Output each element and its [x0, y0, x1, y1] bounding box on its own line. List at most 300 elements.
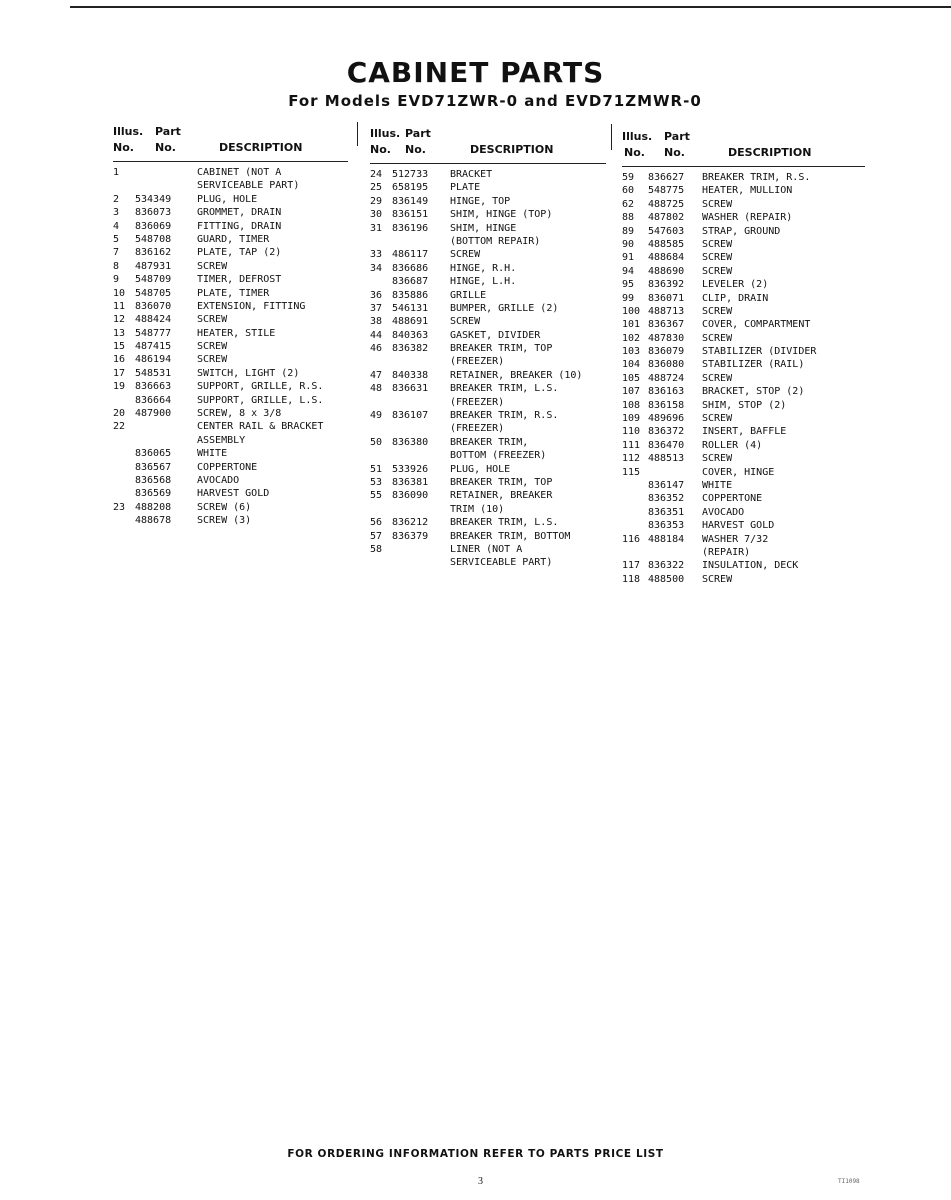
part-description: STABILIZER (RAIL)	[702, 359, 805, 371]
part-label: Part	[405, 127, 431, 140]
illus-number: 116	[622, 533, 641, 545]
part-number: 836322	[648, 560, 685, 572]
header-rule	[622, 166, 865, 167]
part-description: (FREEZER)	[450, 356, 505, 368]
part-no-label: No.	[405, 143, 426, 156]
illus-number: 36	[370, 289, 383, 301]
part-row	[370, 262, 606, 275]
part-number: 546131	[392, 302, 429, 314]
illus-number: 58	[370, 543, 383, 555]
part-description: SCREW	[702, 252, 733, 264]
part-description: SCREW	[197, 314, 228, 326]
illus-number: 103	[622, 346, 641, 358]
part-number: 488208	[135, 501, 172, 513]
part-number: 836382	[392, 343, 429, 355]
illus-number: 29	[370, 195, 383, 207]
part-row	[622, 425, 865, 438]
part-number: 534349	[135, 193, 172, 205]
part-row	[370, 181, 606, 194]
part-description: WHITE	[197, 448, 228, 460]
part-description: GASKET, DIVIDER	[450, 329, 541, 341]
part-description: FITTING, DRAIN	[197, 220, 282, 232]
part-row	[622, 439, 865, 452]
illus-number: 30	[370, 209, 383, 221]
part-row	[113, 380, 348, 393]
part-number: 836392	[648, 279, 685, 291]
part-label: Part	[155, 125, 181, 138]
part-row	[622, 265, 865, 278]
part-row	[113, 179, 348, 192]
illus-number: 44	[370, 329, 383, 341]
illus-number: 48	[370, 383, 383, 395]
part-description: PLATE	[450, 182, 481, 194]
part-row	[622, 238, 865, 251]
illus-label: Illus.	[113, 125, 144, 138]
part-description: CLIP, DRAIN	[702, 292, 769, 304]
part-description: BREAKER TRIM, R.S.	[450, 410, 559, 422]
part-number: 488684	[648, 252, 685, 264]
illus-number: 11	[113, 300, 126, 312]
part-number: 488500	[648, 573, 685, 585]
illus-number: 59	[622, 172, 635, 183]
part-row	[113, 206, 348, 219]
description-label: DESCRIPTION	[219, 141, 303, 154]
part-description: SHIM, HINGE (TOP)	[450, 209, 553, 221]
part-number: 836568	[135, 474, 172, 486]
parts-list	[370, 168, 606, 570]
part-description: GROMMET, DRAIN	[197, 207, 282, 219]
part-row	[370, 396, 606, 409]
part-number: 836567	[135, 461, 172, 473]
illus-label: Illus.	[622, 130, 653, 143]
illus-number: 60	[622, 185, 635, 197]
part-number: 836470	[648, 439, 685, 451]
part-description: SHIM, HINGE	[450, 222, 517, 234]
part-description: STABILIZER (DIVIDER	[702, 346, 817, 358]
part-description: BREAKER TRIM,	[450, 436, 529, 448]
illus-number: 90	[622, 238, 635, 250]
part-description: GRILLE	[450, 289, 487, 301]
part-number: 836353	[648, 520, 685, 532]
part-description: COPPERTONE	[702, 493, 763, 505]
illus-number: 31	[370, 222, 383, 234]
part-number: 836381	[392, 476, 429, 488]
part-row	[622, 292, 865, 305]
part-description: SCREW	[702, 198, 733, 210]
parts-column-1	[113, 125, 348, 528]
part-number: 488424	[135, 314, 172, 326]
part-description: (FREEZER)	[450, 396, 505, 408]
part-description: HINGE, L.H.	[450, 276, 517, 288]
part-row	[622, 479, 865, 492]
part-description: (FREEZER)	[450, 423, 505, 435]
illus-number: 112	[622, 453, 641, 465]
part-row	[113, 313, 348, 326]
illus-number: 55	[370, 490, 383, 502]
part-description: SWITCH, LIGHT (2)	[197, 367, 300, 379]
part-row	[370, 543, 606, 556]
part-row	[622, 211, 865, 224]
part-description: STRAP, GROUND	[702, 225, 781, 237]
illus-no-label: No.	[113, 141, 134, 154]
part-description: RETAINER, BREAKER	[450, 490, 553, 502]
part-row	[113, 353, 348, 366]
column-header	[370, 127, 606, 163]
part-description: INSULATION, DECK	[702, 560, 799, 572]
part-number: 840363	[392, 329, 429, 341]
part-row	[622, 332, 865, 345]
illus-number: 1	[113, 167, 120, 178]
part-number: 836080	[648, 359, 685, 371]
part-number: 488184	[648, 533, 685, 545]
part-row	[113, 434, 348, 447]
illus-number: 15	[113, 341, 126, 353]
ordering-note: FOR ORDERING INFORMATION REFER TO PARTS PRICE LIST	[287, 1148, 664, 1160]
part-row	[622, 573, 865, 586]
illus-number: 102	[622, 332, 641, 344]
part-description: BOTTOM (FREEZER)	[450, 450, 547, 462]
part-number: 658195	[392, 182, 429, 194]
part-number: 836664	[135, 394, 172, 406]
part-description: HARVEST GOLD	[197, 488, 270, 500]
part-number: 836686	[392, 262, 429, 274]
part-description: CABINET (NOT A	[197, 167, 282, 178]
part-description: SCREW	[450, 249, 481, 261]
part-row	[370, 302, 606, 315]
part-row	[622, 251, 865, 264]
part-number: 836151	[392, 209, 429, 221]
part-row	[622, 466, 865, 479]
part-number: 836663	[135, 381, 172, 393]
part-row	[370, 355, 606, 368]
part-number: 488724	[648, 372, 685, 384]
part-row	[113, 273, 348, 286]
part-number: 840338	[392, 369, 429, 381]
illus-number: 12	[113, 314, 126, 326]
illus-number: 88	[622, 212, 635, 224]
part-row	[113, 420, 348, 433]
part-description: SCREW	[197, 341, 228, 353]
illus-number: 33	[370, 249, 383, 261]
part-description: HINGE, R.H.	[450, 262, 517, 274]
part-description: SCREW (6)	[197, 501, 252, 513]
part-row	[622, 225, 865, 238]
illus-number: 13	[113, 327, 126, 339]
parts-column-3	[622, 130, 865, 586]
part-description: SHIM, STOP (2)	[702, 399, 787, 411]
part-row	[370, 476, 606, 489]
illus-number: 118	[622, 573, 641, 585]
column-divider	[357, 122, 358, 146]
part-row	[370, 409, 606, 422]
illus-number: 8	[113, 260, 120, 272]
part-row	[113, 300, 348, 313]
part-row	[622, 345, 865, 358]
part-row	[113, 246, 348, 259]
part-description: PLUG, HOLE	[450, 463, 511, 475]
part-description: CENTER RAIL & BRACKET	[197, 421, 324, 433]
part-number: 836367	[648, 319, 685, 331]
part-description: SCREW	[702, 573, 733, 585]
part-number: 836070	[135, 300, 172, 312]
illus-number: 51	[370, 463, 383, 475]
part-description: RETAINER, BREAKER (10)	[450, 369, 583, 381]
part-description: PLATE, TIMER	[197, 287, 270, 299]
part-number: 836071	[648, 292, 685, 304]
part-row	[370, 248, 606, 261]
page-subtitle: For Models EVD71ZWR-0 and EVD71ZMWR-0	[288, 92, 702, 110]
header-rule	[113, 161, 348, 162]
illus-number: 4	[113, 220, 120, 232]
illus-number: 3	[113, 207, 120, 219]
part-description: BREAKER TRIM, TOP	[450, 476, 553, 488]
part-row	[370, 342, 606, 355]
part-row	[370, 449, 606, 462]
part-row	[113, 260, 348, 273]
illus-number: 62	[622, 198, 635, 210]
illus-number: 9	[113, 274, 120, 286]
part-row	[113, 327, 348, 340]
illus-number: 47	[370, 369, 383, 381]
illus-number: 37	[370, 302, 383, 314]
part-description: HEATER, MULLION	[702, 185, 793, 197]
part-description: SCREW	[702, 413, 733, 425]
part-row	[370, 222, 606, 235]
part-row	[113, 461, 348, 474]
part-row	[622, 452, 865, 465]
illus-number: 24	[370, 169, 383, 180]
part-description: SCREW	[702, 372, 733, 384]
part-number: 486117	[392, 249, 429, 261]
illus-number: 10	[113, 287, 126, 299]
part-description: BREAKER TRIM, L.S.	[450, 517, 559, 529]
illus-no-label: No.	[624, 146, 645, 159]
part-number: 835886	[392, 289, 429, 301]
part-row	[622, 399, 865, 412]
illus-number: 110	[622, 426, 641, 438]
part-number: 487415	[135, 341, 172, 353]
part-description: SUPPORT, GRILLE, L.S.	[197, 394, 324, 406]
part-description: ASSEMBLY	[197, 434, 246, 446]
part-row	[370, 516, 606, 529]
illus-number: 49	[370, 410, 383, 422]
illus-number: 100	[622, 305, 641, 317]
illus-no-label: No.	[370, 143, 391, 156]
illus-number: 117	[622, 560, 641, 572]
part-row	[370, 422, 606, 435]
part-number: 512733	[392, 169, 429, 180]
part-number: 548705	[135, 287, 172, 299]
part-row	[622, 278, 865, 291]
part-description: SCREW	[702, 238, 733, 250]
part-number: 836090	[392, 490, 429, 502]
top-rule	[70, 6, 951, 8]
part-description: COVER, COMPARTMENT	[702, 319, 811, 331]
part-description: BREAKER TRIM, TOP	[450, 343, 553, 355]
illus-number: 22	[113, 421, 126, 433]
part-number: 487931	[135, 260, 172, 272]
part-row	[370, 168, 606, 181]
part-row	[370, 436, 606, 449]
part-label: Part	[664, 130, 690, 143]
part-description: SCREW	[197, 260, 228, 272]
part-row	[370, 208, 606, 221]
part-description: BUMPER, GRILLE (2)	[450, 302, 559, 314]
part-description: HINGE, TOP	[450, 195, 511, 207]
part-number: 488678	[135, 515, 172, 527]
column-divider	[611, 124, 612, 150]
illus-number: 91	[622, 252, 635, 264]
part-number: 836073	[135, 207, 172, 219]
part-row	[370, 329, 606, 342]
part-description: SCREW	[450, 316, 481, 328]
part-row	[370, 489, 606, 502]
part-description: ROLLER (4)	[702, 439, 763, 451]
part-number: 836158	[648, 399, 685, 411]
part-description: BREAKER TRIM, R.S.	[702, 172, 811, 183]
part-description: (BOTTOM REPAIR)	[450, 235, 541, 247]
part-row	[113, 447, 348, 460]
part-row	[622, 506, 865, 519]
part-row	[622, 492, 865, 505]
part-number: 836380	[392, 436, 429, 448]
illus-number: 25	[370, 182, 383, 194]
part-row	[113, 340, 348, 353]
part-description: SCREW	[702, 305, 733, 317]
part-description: COVER, HINGE	[702, 466, 775, 478]
illus-number: 34	[370, 262, 383, 274]
part-number: 836149	[392, 195, 429, 207]
part-description: SCREW	[702, 453, 733, 465]
part-row	[622, 533, 865, 546]
part-row	[370, 289, 606, 302]
illus-number: 95	[622, 279, 635, 291]
part-row	[113, 287, 348, 300]
part-number: 836687	[392, 276, 429, 288]
illus-number: 20	[113, 408, 126, 420]
part-row	[622, 559, 865, 572]
part-description: SUPPORT, GRILLE, R.S.	[197, 381, 324, 393]
illus-number: 94	[622, 265, 635, 277]
part-row	[113, 407, 348, 420]
part-description: SCREW	[702, 265, 733, 277]
part-row	[622, 519, 865, 532]
part-number: 488691	[392, 316, 429, 328]
part-number: 836352	[648, 493, 685, 505]
page-title: CABINET PARTS	[346, 56, 605, 89]
part-row	[622, 184, 865, 197]
part-description: WASHER 7/32	[702, 533, 769, 545]
column-header	[622, 130, 865, 166]
part-row	[113, 514, 348, 527]
column-header	[113, 125, 348, 161]
part-number: 548708	[135, 233, 172, 245]
part-row	[622, 318, 865, 331]
part-number: 836627	[648, 172, 685, 183]
part-row	[113, 367, 348, 380]
part-number: 836079	[648, 346, 685, 358]
part-number: 548531	[135, 367, 172, 379]
description-label: DESCRIPTION	[728, 146, 812, 159]
part-row	[622, 198, 865, 211]
part-row	[370, 195, 606, 208]
illus-number: 115	[622, 466, 641, 478]
part-description: EXTENSION, FITTING	[197, 300, 306, 312]
part-row	[113, 394, 348, 407]
part-number: 836196	[392, 222, 429, 234]
part-description: HEATER, STILE	[197, 327, 276, 339]
part-number: 548709	[135, 274, 172, 286]
part-description: TRIM (10)	[450, 503, 505, 515]
part-description: TIMER, DEFROST	[197, 274, 282, 286]
part-row	[113, 487, 348, 500]
part-number: 836351	[648, 506, 685, 518]
illus-label: Illus.	[370, 127, 401, 140]
part-description: BRACKET, STOP (2)	[702, 386, 805, 398]
part-description: SERVICEABLE PART)	[197, 180, 300, 192]
illus-number: 19	[113, 381, 126, 393]
part-description: GUARD, TIMER	[197, 233, 270, 245]
part-number: 488513	[648, 453, 685, 465]
part-row	[113, 501, 348, 514]
part-description: SCREW	[702, 332, 733, 344]
part-description: LEVELER (2)	[702, 279, 769, 291]
part-description: INSERT, BAFFLE	[702, 426, 787, 438]
part-row	[622, 305, 865, 318]
part-description: AVOCADO	[197, 474, 240, 486]
part-number: 488725	[648, 198, 685, 210]
illus-number: 108	[622, 399, 641, 411]
part-description: BRACKET	[450, 169, 493, 180]
part-row	[113, 166, 348, 179]
part-row	[370, 275, 606, 288]
illus-number: 105	[622, 372, 641, 384]
part-description: PLATE, TAP (2)	[197, 247, 282, 259]
part-row	[370, 530, 606, 543]
parts-column-2	[370, 127, 606, 570]
part-number: 836069	[135, 220, 172, 232]
illus-number: 5	[113, 233, 120, 245]
header-rule	[370, 163, 606, 164]
part-number: 533926	[392, 463, 429, 475]
part-number: 487900	[135, 408, 172, 420]
part-description: AVOCADO	[702, 506, 745, 518]
part-description: BREAKER TRIM, L.S.	[450, 383, 559, 395]
part-number: 488690	[648, 265, 685, 277]
part-number: 836372	[648, 426, 685, 438]
illus-number: 107	[622, 386, 641, 398]
part-description: PLUG, HOLE	[197, 193, 258, 205]
part-description: WASHER (REPAIR)	[702, 212, 793, 224]
part-number: 548777	[135, 327, 172, 339]
illus-number: 2	[113, 193, 120, 205]
part-row	[370, 369, 606, 382]
part-row	[622, 412, 865, 425]
part-number: 836631	[392, 383, 429, 395]
illus-number: 7	[113, 247, 120, 259]
illus-number: 53	[370, 476, 383, 488]
part-description: SCREW, 8 x 3/8	[197, 408, 282, 420]
part-number: 836107	[392, 410, 429, 422]
part-row	[113, 193, 348, 206]
part-description: (REPAIR)	[702, 546, 751, 558]
part-row	[370, 463, 606, 476]
part-number: 836569	[135, 488, 172, 500]
part-row	[113, 233, 348, 246]
part-number: 836212	[392, 517, 429, 529]
illus-number: 57	[370, 530, 383, 542]
part-row	[622, 372, 865, 385]
